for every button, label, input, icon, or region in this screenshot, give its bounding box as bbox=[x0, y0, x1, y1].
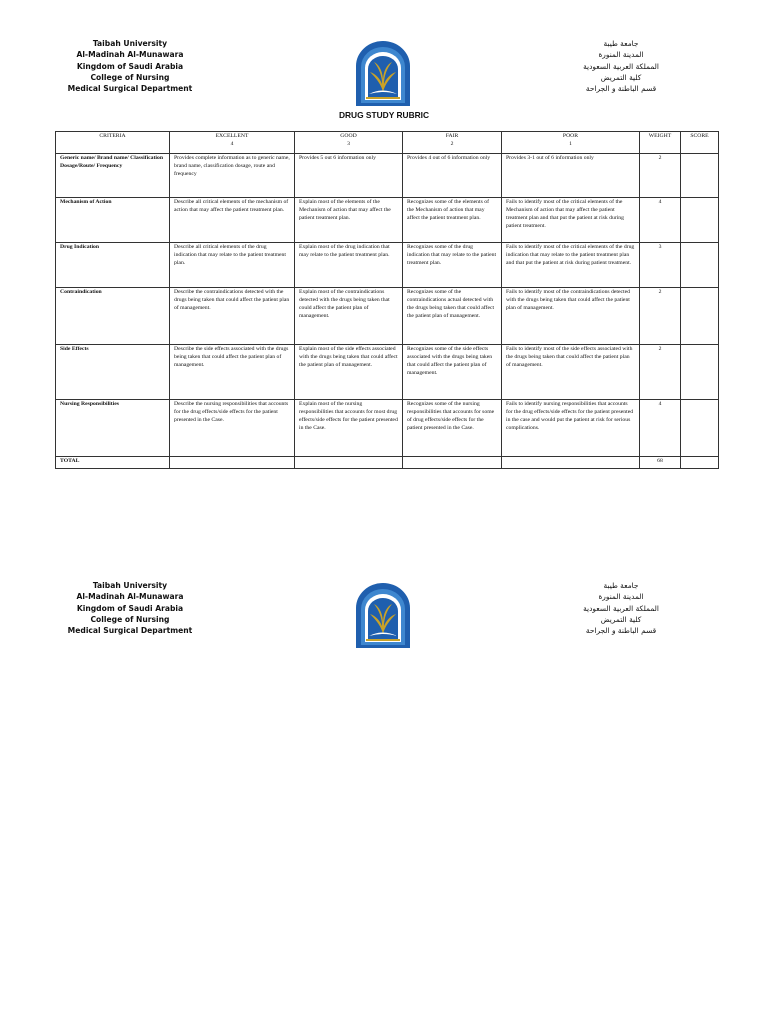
header-line: College of Nursing bbox=[90, 72, 170, 82]
column-label: EXCELLENT bbox=[215, 133, 249, 139]
table-header-row bbox=[56, 132, 719, 154]
weight-cell: 4 bbox=[640, 400, 681, 457]
poor-cell: Fails to identify nursing responsibilities that accounts for the drug effects/side effects for the patient presented in the case and would put the patient at risk for serious complications. bbox=[502, 400, 640, 457]
fair-cell: Recognizes some of the elements of the Mechanism of action that may affect the patient treatment plan. bbox=[403, 198, 502, 243]
header-line: كلية التمريض bbox=[600, 72, 642, 82]
page-header bbox=[0, 38, 768, 118]
empty-cell bbox=[502, 457, 640, 469]
header-line: College of Nursing bbox=[90, 614, 170, 624]
table-row bbox=[56, 154, 719, 198]
table-row bbox=[56, 345, 719, 400]
table-row bbox=[56, 198, 719, 243]
header-line: Al-Madinah Al-Munawara bbox=[76, 592, 184, 602]
column-header bbox=[295, 132, 403, 154]
page-header bbox=[0, 580, 768, 660]
column-label: SCORE bbox=[690, 133, 709, 139]
score-cell[interactable] bbox=[681, 288, 719, 345]
excellent-cell: Describe all critical elements of the drug indication that may relate to the patient treatment plan. bbox=[170, 243, 295, 288]
table-row bbox=[56, 243, 719, 288]
column-header bbox=[640, 132, 681, 154]
score-cell[interactable] bbox=[681, 243, 719, 288]
good-cell: Provides 5 out 6 information only bbox=[295, 154, 403, 198]
fair-cell: Recognizes some of the contraindications actual detected with the drugs being taken that could affect the patient plan of management. bbox=[403, 288, 502, 345]
poor-cell: Fails to identify most of the contraindications detected with the drugs being taken that could affect the patient plan of management. bbox=[502, 288, 640, 345]
excellent-cell: Provides complete information as to generic name, brand name, classification dosage, route and frequency bbox=[170, 154, 295, 198]
good-cell: Explain most of the side effects associated with the drugs being taken that could affect the patient plan of management. bbox=[295, 345, 403, 400]
criteria-cell: Nursing Responsibilities bbox=[56, 400, 170, 457]
empty-cell bbox=[170, 457, 295, 469]
header-line: Kingdom of Saudi Arabia bbox=[76, 603, 184, 613]
column-points: 4 bbox=[230, 140, 234, 147]
header-line: كلية التمريض bbox=[600, 614, 642, 624]
header-line: جامعة طيبة bbox=[603, 581, 639, 590]
criteria-cell: Mechanism of Action bbox=[56, 198, 170, 243]
header-line: قسم الباطنة و الجراحة bbox=[585, 626, 657, 636]
column-label: POOR bbox=[562, 133, 579, 139]
header-line: Medical Surgical Department bbox=[67, 84, 193, 94]
empty-cell bbox=[295, 457, 403, 469]
header-line: Kingdom of Saudi Arabia bbox=[76, 61, 184, 71]
university-name-arabic bbox=[566, 580, 676, 636]
weight-cell: 2 bbox=[640, 345, 681, 400]
header-line: المدينة المنورة bbox=[598, 592, 644, 602]
column-label: WEIGHT bbox=[648, 133, 672, 139]
header-line: جامعة طيبة bbox=[603, 39, 639, 48]
total-weight: 68 bbox=[640, 457, 681, 469]
good-cell: Explain most of the elements of the Mechanism of action that may affect the patient treatment plan. bbox=[295, 198, 403, 243]
column-label: FAIR bbox=[445, 133, 459, 139]
criteria-cell: Side Effects bbox=[56, 345, 170, 400]
good-cell: Explain most of the contraindications detected with the drugs being taken that could affect the patient plan of management. bbox=[295, 288, 403, 345]
total-score-cell[interactable] bbox=[681, 457, 719, 469]
criteria-cell: Generic name/ Brand name/ Classification Dosage/Route/ Frequency bbox=[56, 154, 170, 198]
column-label: GOOD bbox=[340, 133, 357, 139]
column-header bbox=[56, 132, 170, 154]
empty-cell bbox=[403, 457, 502, 469]
table-row bbox=[56, 400, 719, 457]
good-cell: Explain most of the nursing responsibilities that accounts for most drug effects/side effects for the patient presented in the Case. bbox=[295, 400, 403, 457]
column-header bbox=[170, 132, 295, 154]
header-line: قسم الباطنة و الجراحة bbox=[585, 84, 657, 94]
column-header bbox=[681, 132, 719, 154]
weight-cell: 2 bbox=[640, 288, 681, 345]
header-line: المملكة العربية السعودية bbox=[583, 61, 659, 71]
column-header bbox=[502, 132, 640, 154]
poor-cell: Provides 3-1 out of 6 information only bbox=[502, 154, 640, 198]
score-cell[interactable] bbox=[681, 345, 719, 400]
poor-cell: Fails to identify most of the critical elements of the Mechanism of action that may affect the patient treatment plan and that put the patient at risk during patient treatment. bbox=[502, 198, 640, 243]
score-cell[interactable] bbox=[681, 198, 719, 243]
poor-cell: Fails to identify most of the side effects associated with the drugs being taken that could affect the patient plan of management. bbox=[502, 345, 640, 400]
table-row bbox=[56, 288, 719, 345]
excellent-cell: Describe the side effects associated with the drugs being taken that could affect the patient plan of management. bbox=[170, 345, 295, 400]
fair-cell: Recognizes some of the side effects associated with the drugs being taken that could affect the patient plan of management. bbox=[403, 345, 502, 400]
column-points: 2 bbox=[450, 140, 454, 147]
header-line: المدينة المنورة bbox=[598, 50, 644, 60]
weight-cell: 2 bbox=[640, 154, 681, 198]
fair-cell: Provides 4 out of 6 information only bbox=[403, 154, 502, 198]
total-label: TOTAL bbox=[56, 457, 170, 469]
header-line: المملكة العربية السعودية bbox=[583, 603, 659, 613]
document-title: DRUG STUDY RUBRIC bbox=[338, 110, 430, 120]
weight-cell: 4 bbox=[640, 198, 681, 243]
excellent-cell: Describe the nursing responsibilities that accounts for the drug effects/side effects for the patient presented in the Case. bbox=[170, 400, 295, 457]
excellent-cell: Describe all critical elements of the mechanism of action that may affect the patient treatment plan. bbox=[170, 198, 295, 243]
fair-cell: Recognizes some of the drug indication that may relate to the patient treatment plan. bbox=[403, 243, 502, 288]
score-cell[interactable] bbox=[681, 400, 719, 457]
score-cell[interactable] bbox=[681, 154, 719, 198]
rubric-table bbox=[55, 131, 719, 469]
column-points: 1 bbox=[569, 140, 572, 147]
column-header bbox=[403, 132, 502, 154]
fair-cell: Recognizes some of the nursing responsibilities that accounts for some of drug effects/side effects for the patient presented in the Case. bbox=[403, 400, 502, 457]
column-points: 3 bbox=[347, 140, 350, 147]
poor-cell: Fails to identify most of the critical elements of the drug indication that may relate to the patient treatment plan and that put the patient at risk during patient treatment. bbox=[502, 243, 640, 288]
criteria-cell: Contraindication bbox=[56, 288, 170, 345]
total-row bbox=[56, 457, 719, 469]
column-label: CRITERIA bbox=[99, 133, 126, 139]
university-name-english bbox=[60, 38, 200, 94]
university-name-english bbox=[60, 580, 200, 636]
header-line: Taibah University bbox=[92, 581, 168, 590]
criteria-cell: Drug Indication bbox=[56, 243, 170, 288]
university-name-arabic bbox=[566, 38, 676, 94]
header-line: Taibah University bbox=[92, 39, 168, 48]
header-line: Al-Madinah Al-Munawara bbox=[76, 50, 184, 60]
university-logo bbox=[352, 582, 414, 650]
good-cell: Explain most of the drug indication that may relate to the patient treatment plan. bbox=[295, 243, 403, 288]
university-logo bbox=[352, 40, 414, 108]
excellent-cell: Describe the contraindications detected with the drugs being taken that could affect the patient plan of management. bbox=[170, 288, 295, 345]
header-line: Medical Surgical Department bbox=[67, 626, 193, 636]
weight-cell: 3 bbox=[640, 243, 681, 288]
